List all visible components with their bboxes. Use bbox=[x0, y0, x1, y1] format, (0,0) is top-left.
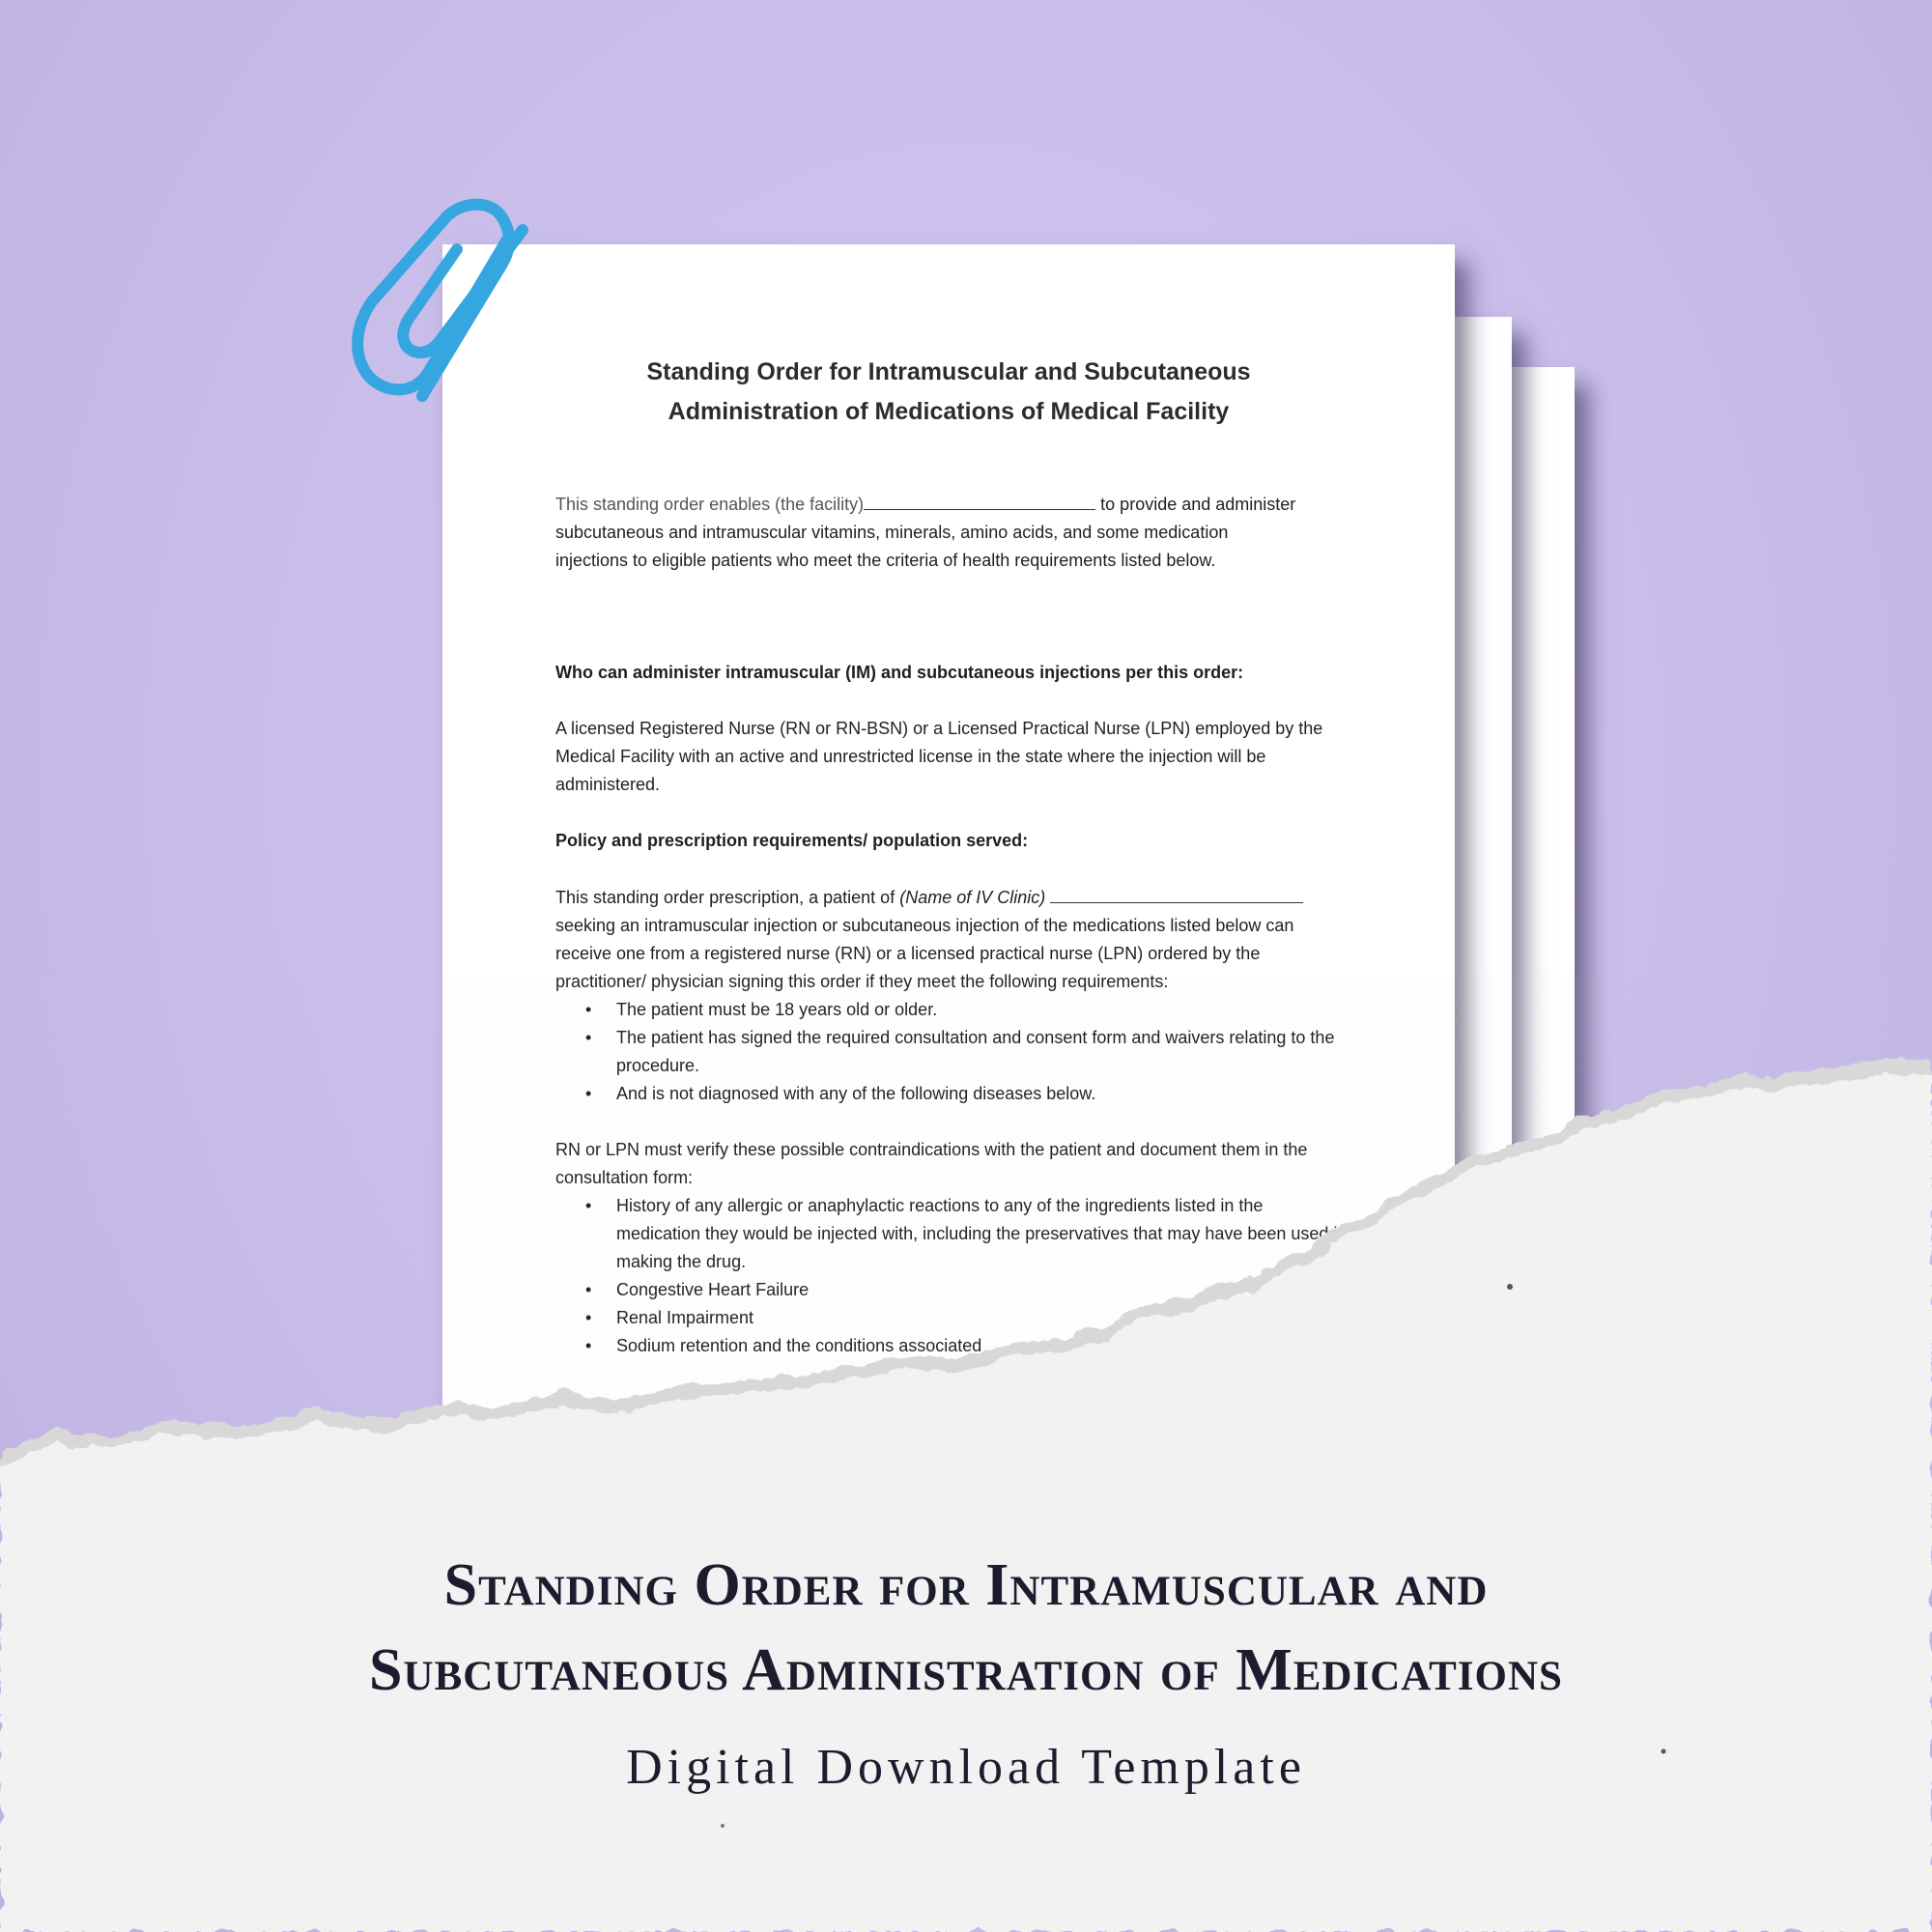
policy-line-1-start: This standing order prescription, a patient of bbox=[555, 888, 900, 907]
intro-line-1-start: This standing order enables (the facility) bbox=[555, 495, 865, 514]
list-item: • The patient has signed the required consultation and consent form and waivers relating to the bbox=[555, 1024, 1348, 1080]
intro-line-1-end: to provide and administer bbox=[1095, 495, 1296, 514]
policy-text: seeking an intramuscular injection or subcutaneous injection of the medications listed below can receive one from a registered nurse (RN) or a licensed practical nurse (LPN) ordered by the practitioner/ physician signing this order if they meet the following requirements: bbox=[555, 916, 1294, 991]
promo-subtitle: Digital Download Template bbox=[626, 1740, 1306, 1795]
promo-title-line-1: Standing Order for Intramuscular and bbox=[443, 1552, 1489, 1618]
clinic-name-label: (Name of IV Clinic) bbox=[899, 888, 1046, 907]
intro-line-2: subcutaneous and intramuscular vitamins, minerals, amino acids, and some medication bbox=[555, 523, 1229, 542]
document-title-line-1: Standing Order for Intramuscular and Subcutaneous bbox=[646, 358, 1251, 385]
promo-title-line-2: Subcutaneous Administration of Medications bbox=[369, 1637, 1563, 1703]
who-heading: Who can administer intramuscular (IM) and subcutaneous injections per this order: bbox=[555, 663, 1244, 682]
list-item: • The patient must be 18 years old or older. bbox=[555, 996, 1348, 1024]
policy-heading: Policy and prescription requirements/ population served: bbox=[555, 831, 1029, 850]
intro-line-3: injections to eligible patients who meet the criteria of health requirements listed below. bbox=[555, 551, 1216, 570]
document-title-line-2: Administration of Medications of Medical Facility bbox=[668, 398, 1230, 425]
who-text: A licensed Registered Nurse (RN or RN-BSN) or a Licensed Practical Nurse (LPN) employed by the Medical Facility with an active and unrestricted license in the state where the injection will be administered. bbox=[555, 719, 1323, 794]
